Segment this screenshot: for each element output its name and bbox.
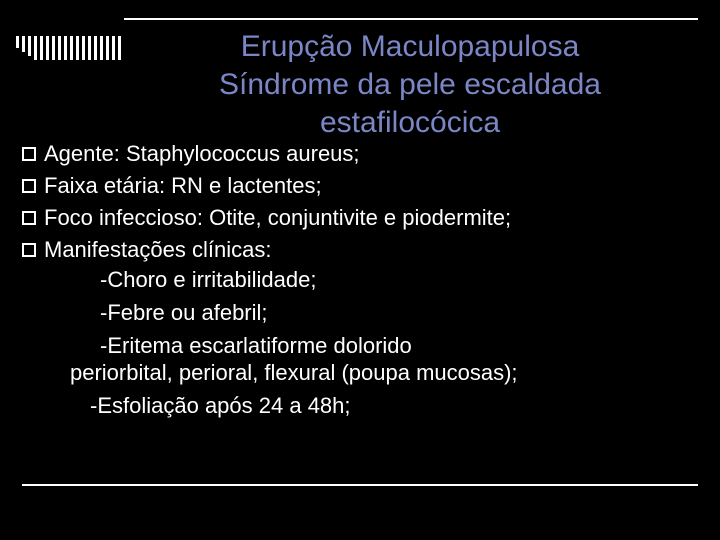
title-line-1: Erupção Maculopapulosa [240, 30, 580, 63]
bullet-agente [20, 140, 670, 167]
bullet-text: Foco infeccioso: Otite, conjuntivite e piodermite; [44, 205, 512, 230]
bullet-foco-infeccioso [20, 204, 670, 231]
bullet-faixa-etaria [20, 172, 670, 199]
manifestation-esfoliacao: -Esfoliação após 24 a 48h; [90, 393, 351, 418]
square-bullet-icon [22, 179, 36, 193]
slide-title [150, 28, 670, 142]
square-bullet-icon [22, 243, 36, 257]
square-bullet-icon [22, 211, 36, 225]
title-line-2: Síndrome da pele escaldada [219, 68, 601, 101]
bottom-rule [22, 484, 698, 486]
manifestation-eritema: -Eritema escarlatiforme dolorido [100, 333, 412, 358]
square-bullet-icon [22, 147, 36, 161]
bullet-text: Faixa etária: RN e lactentes; [44, 173, 322, 198]
title-line-3: estafilocócica [319, 106, 501, 139]
manifestation-febre: -Febre ou afebril; [100, 300, 268, 325]
manifestations-list [44, 266, 670, 419]
bullet-text: Agente: Staphylococcus aureus; [44, 141, 360, 166]
manifestation-eritema-cont: periorbital, perioral, flexural (poupa mucosas); [70, 360, 518, 385]
bullet-list [20, 140, 670, 425]
top-rule [124, 18, 698, 20]
bullet-manifestacoes [20, 236, 670, 419]
vertical-bars-graphic [16, 36, 121, 60]
manifestation-choro: -Choro e irritabilidade; [100, 267, 317, 292]
bullet-text: Manifestações clínicas: [44, 237, 272, 262]
